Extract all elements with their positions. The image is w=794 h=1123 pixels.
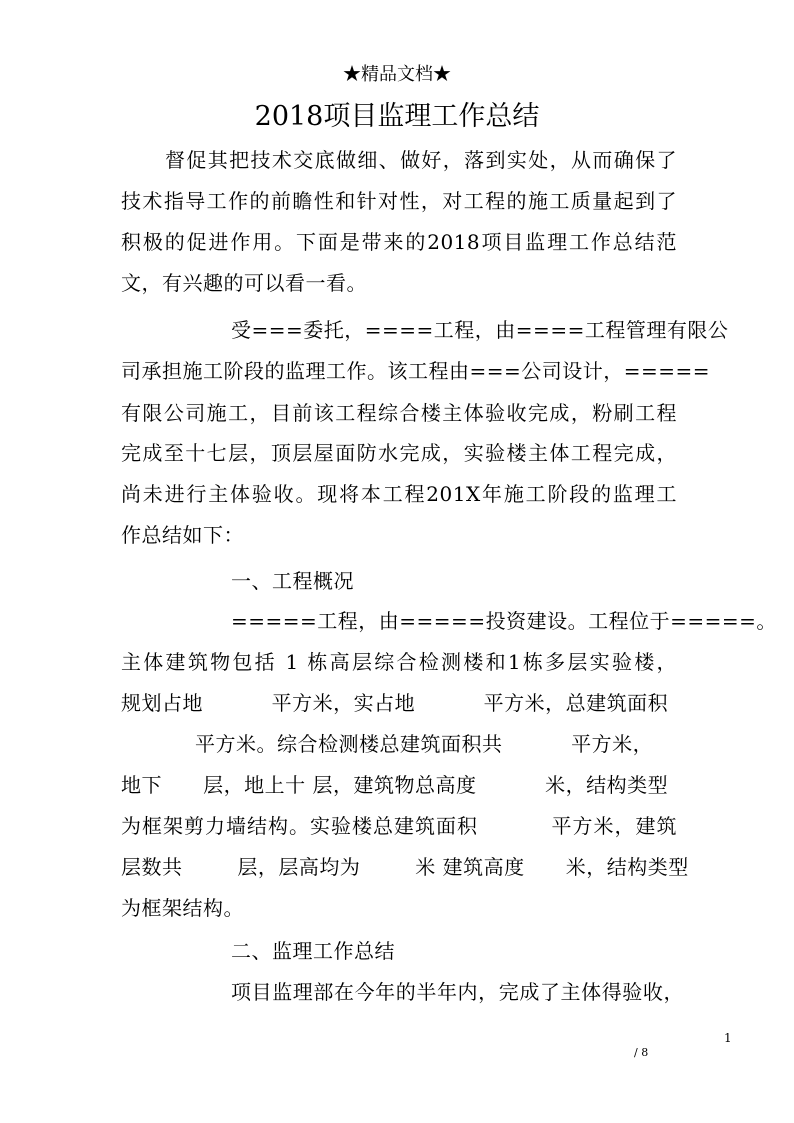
- text-line: 督促其把技术交底做细、做好，落到实处，从而确保了: [165, 148, 677, 172]
- text-line: 作总结如下：: [121, 523, 244, 547]
- text-line: 为框架剪力墙结构。实验楼总建筑面积 平方米，建筑: [121, 814, 677, 838]
- page-header: ★精品文档★: [343, 64, 451, 85]
- text-line: 地下 层，地上十 层，建筑物总高度 米，结构类型: [121, 773, 669, 797]
- section-heading: 一、工程概况: [231, 569, 354, 593]
- text-line: 规划占地 平方米，实占地 平方米，总建筑面积: [121, 691, 669, 715]
- text-line: 主体建筑物包括 1 栋高层综合检测楼和1栋多层实验楼，: [121, 650, 677, 674]
- text-line: 平方米。综合检测楼总建筑面积共 平方米，: [195, 732, 654, 756]
- text-line: 积极的促进作用。下面是带来的2018项目监理工作总结范: [121, 230, 677, 254]
- section-heading: 二、监理工作总结: [231, 939, 395, 963]
- text-line: =====工程，由=====投资建设。工程位于=====。: [231, 609, 777, 633]
- text-line: 项目监理部在今年的半年内，完成了主体得验收，: [231, 980, 684, 1004]
- page-total: / 8: [634, 1046, 649, 1059]
- text-line: 受===委托，====工程，由====工程管理有限公: [231, 318, 729, 342]
- text-line: 完成至十七层，顶层屋面防水完成，实验楼主体工程完成，: [121, 441, 677, 465]
- text-line: 为框架结构。: [121, 896, 244, 920]
- page-number: 1: [724, 1031, 732, 1045]
- text-line: 技术指导工作的前瞻性和针对性，对工程的施工质量起到了: [121, 189, 677, 213]
- text-line: 有限公司施工，目前该工程综合楼主体验收完成，粉刷工程: [121, 401, 677, 425]
- text-line: 层数共 层，层高均为 米 建筑高度 米，结构类型: [121, 855, 689, 879]
- text-line: 尚未进行主体验收。现将本工程201X年施工阶段的监理工: [121, 482, 677, 506]
- text-line: 文，有兴趣的可以看一看。: [121, 271, 367, 295]
- text-line: 司承担施工阶段的监理工作。该工程由===公司设计，=====: [121, 359, 711, 383]
- document-title: 2018项目监理工作总结: [254, 101, 540, 132]
